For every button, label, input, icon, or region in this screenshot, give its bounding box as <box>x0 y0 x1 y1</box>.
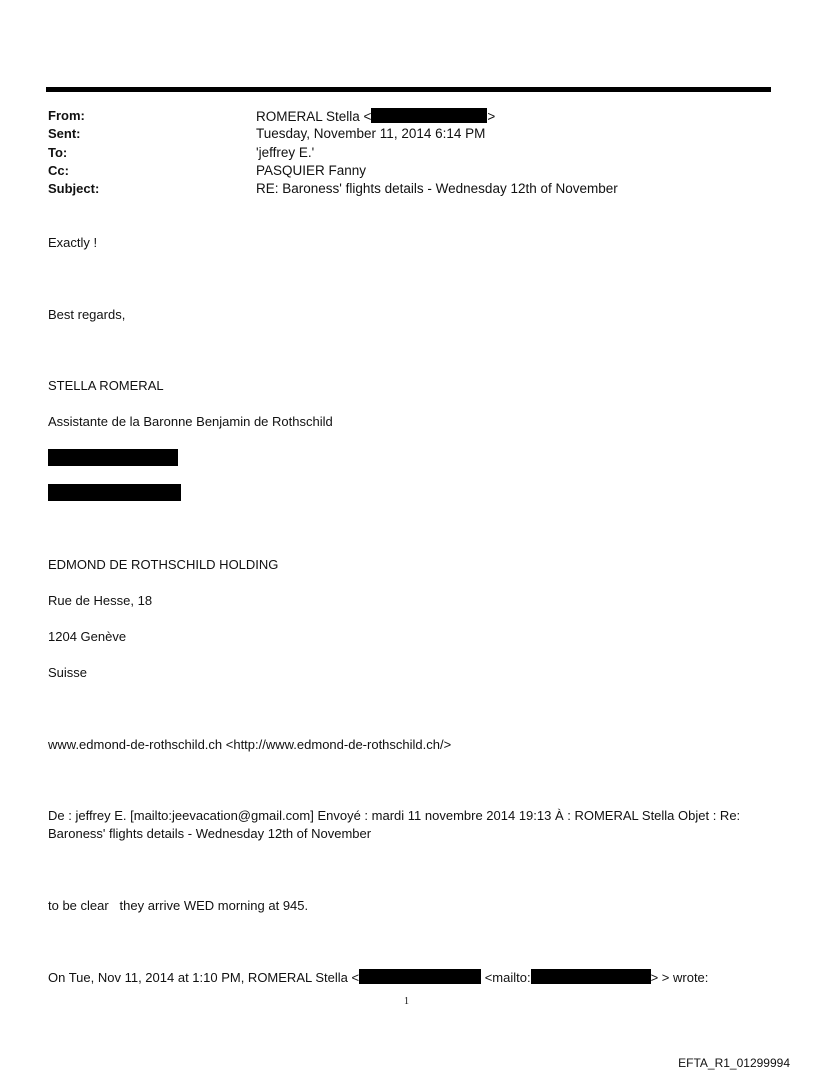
quoted-header-line: Baroness' flights details - Wednesday 12th of November <box>48 826 372 841</box>
from-value <box>256 108 495 124</box>
cc-value: PASQUIER Fanny <box>256 163 367 178</box>
company-name: EDMOND DE ROTHSCHILD HOLDING <box>48 557 279 572</box>
signature-name: STELLA ROMERAL <box>48 378 164 393</box>
address-country: Suisse <box>48 665 88 680</box>
from-name: ROMERAL Stella < <box>256 109 372 124</box>
cc-label: Cc: <box>48 163 69 178</box>
sent-label: Sent: <box>48 126 81 141</box>
from-suffix: > <box>487 109 496 124</box>
page-number: 1 <box>404 996 409 1007</box>
earlier-message-header <box>48 969 708 985</box>
quoted-header-line: De : jeffrey E. [mailto:jeevacation@gmail.com] Envoyé : mardi 11 novembre 2014 19:13 À : ROMERAL Stella Objet : Re: <box>48 808 741 823</box>
closing-text: Best regards, <box>48 307 126 322</box>
redaction-box <box>48 449 178 466</box>
to-value: 'jeffrey E.' <box>256 145 315 160</box>
address-street: Rue de Hesse, 18 <box>48 593 153 608</box>
earlier-suffix: > > wrote: <box>650 970 709 985</box>
earlier-mailto: <mailto: <box>484 970 531 985</box>
quoted-message: to be clear they arrive WED morning at 945. <box>48 898 309 913</box>
to-label: To: <box>48 145 68 160</box>
sent-value: Tuesday, November 11, 2014 6:14 PM <box>256 126 486 141</box>
from-label: From: <box>48 108 85 123</box>
earlier-prefix: On Tue, Nov 11, 2014 at 1:10 PM, ROMERAL Stella < <box>48 970 360 985</box>
signature-title: Assistante de la Baronne Benjamin de Rothschild <box>48 414 333 429</box>
address-city: 1204 Genève <box>48 629 127 644</box>
bates-number: EFTA_R1_01299994 <box>678 1056 790 1070</box>
subject-label: Subject: <box>48 181 100 196</box>
redaction-box <box>371 108 487 123</box>
redaction-box <box>48 484 181 501</box>
redaction-box <box>531 969 651 984</box>
website-link[interactable]: www.edmond-de-rothschild.ch <http://www.edmond-de-rothschild.ch/> <box>48 737 452 752</box>
subject-value: RE: Baroness' flights details - Wednesday 12th of November <box>256 181 618 196</box>
header-rule <box>46 87 771 92</box>
redaction-box <box>359 969 481 984</box>
greeting-text: Exactly ! <box>48 235 98 250</box>
